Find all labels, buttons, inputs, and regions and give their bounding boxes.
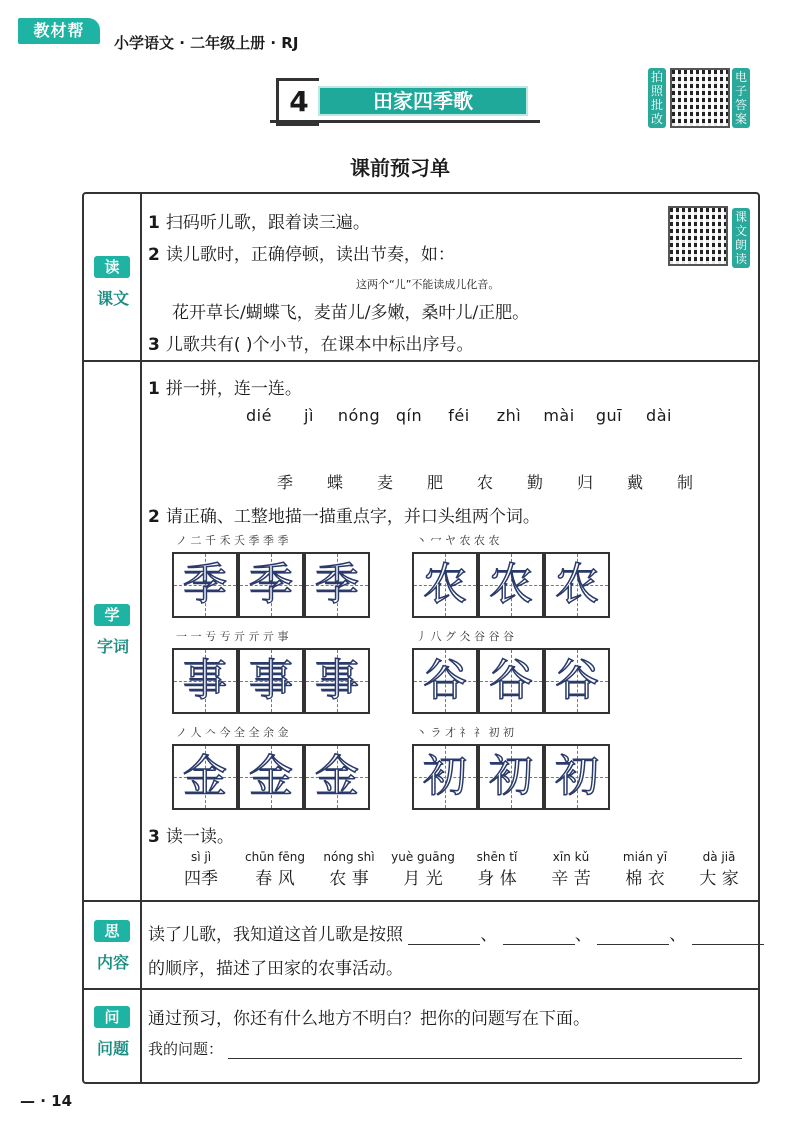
pinyin-item[interactable]: zhì: [496, 406, 522, 425]
item-number: 1: [148, 213, 160, 233]
ask-line-1: 通过预习，你还有什么地方不明白？把你的问题写在下面。: [148, 1009, 590, 1029]
tracing-grid[interactable]: [304, 744, 370, 810]
stroke-order: 丶 ラ 才 礻 礻 初 初: [416, 726, 514, 739]
stroke-order: ノ 二 千 禾 夭 季 季 季: [176, 534, 289, 547]
answer-blank[interactable]: [503, 928, 575, 945]
stroke-order: 一 一 亐 亐 亓 亓 亓 事: [176, 630, 289, 643]
tracing-grid[interactable]: [544, 744, 610, 810]
word-hanzi: 棉 衣: [625, 869, 665, 889]
character-item[interactable]: 农: [476, 473, 493, 492]
page-number: — · 14: [20, 1092, 73, 1110]
trace-character: 金: [249, 751, 293, 802]
learn-label: 字词: [96, 637, 129, 656]
tracing-grid[interactable]: [238, 744, 304, 810]
answer-blank[interactable]: [597, 928, 669, 945]
tracing-grid[interactable]: [544, 552, 610, 618]
book-title: 小学语文 · 二年级上册 · RJ: [114, 34, 299, 52]
think-line-2: 的顺序，描述了田家的农事活动。: [148, 959, 403, 979]
trace-character: 金: [183, 751, 227, 802]
character-item[interactable]: 戴: [626, 473, 643, 492]
trace-character: 季: [183, 559, 227, 610]
tracing-grid[interactable]: [238, 552, 304, 618]
reading-word: [462, 850, 532, 889]
trace-character: 初: [555, 751, 599, 802]
think-line-1: [148, 920, 764, 945]
word-pinyin: chūn fēng: [244, 850, 306, 864]
item-text: 扫码听儿歌，跟着读三遍。: [165, 213, 370, 233]
pinyin-item[interactable]: qín: [395, 406, 423, 425]
tracing-grid[interactable]: [304, 552, 370, 618]
item-number: 2: [148, 245, 160, 265]
answer-blank[interactable]: [408, 928, 480, 945]
brand-logo: 教材帮: [18, 18, 100, 44]
trace-character: 农: [555, 559, 599, 610]
read-badge: 读: [94, 256, 130, 278]
pause-example: 花开草长/蝴蝶飞，麦苗儿/多嫩，桑叶儿/正肥。: [172, 303, 530, 323]
lesson-underline: [270, 120, 540, 123]
item-number: 3: [148, 827, 160, 847]
item-number: 1: [148, 379, 160, 399]
sheet-title: 课前预习单: [350, 156, 450, 180]
pinyin-row: [234, 406, 684, 425]
word-pinyin: shēn tǐ: [476, 850, 518, 864]
read-item-3: [148, 330, 474, 355]
reading-word: [240, 850, 310, 889]
item-text: 拼一拼，连一连。: [165, 379, 302, 399]
character-item[interactable]: 蝶: [326, 473, 343, 492]
recitation-qr-icon[interactable]: [668, 206, 728, 266]
character-row: [260, 470, 710, 493]
stroke-order: 丿 八 グ 仌 谷 谷 谷: [416, 630, 514, 643]
learn-q1: [148, 374, 302, 399]
think-badge: 思: [94, 920, 130, 942]
pinyin-item[interactable]: féi: [448, 406, 470, 425]
word-hanzi: 身 体: [477, 869, 517, 889]
word-hanzi: 四季: [184, 869, 218, 889]
pinyin-item[interactable]: jì: [304, 406, 314, 425]
read-item-1: [148, 208, 370, 233]
section-divider: [84, 988, 758, 990]
ask-badge: 问: [94, 1006, 130, 1028]
pinyin-item[interactable]: dài: [646, 406, 672, 425]
trace-character: 事: [183, 655, 227, 706]
item-text: 读儿歌时，正确停顿，读出节奏，如：: [165, 245, 455, 265]
read-item-2: [148, 240, 455, 265]
tracing-grid[interactable]: [478, 744, 544, 810]
erhua-note: 这两个“儿”不能读成儿化音。: [356, 278, 500, 291]
section-divider: [84, 360, 758, 362]
item-number: 3: [148, 335, 160, 355]
qr-label-right: 电子答案: [732, 68, 750, 128]
word-pinyin: yuè guāng: [391, 850, 455, 864]
qr-label-left: 拍照批改: [648, 68, 666, 128]
learn-badge: 学: [94, 604, 130, 626]
word-pinyin: mián yī: [622, 850, 668, 864]
question-prompt: 我的问题：: [148, 1040, 224, 1058]
character-item[interactable]: 肥: [426, 473, 443, 492]
tracing-grid[interactable]: [412, 552, 478, 618]
item-text: 请正确、工整地描一描重点字，并口头组两个词。: [165, 507, 540, 527]
pinyin-item[interactable]: guī: [595, 406, 623, 425]
label-column-divider: [140, 194, 142, 1082]
tracing-grid[interactable]: [304, 648, 370, 714]
character-item[interactable]: 季: [276, 473, 293, 492]
trace-character: 谷: [423, 655, 467, 706]
word-pinyin: xīn kǔ: [552, 850, 590, 864]
pinyin-item[interactable]: mài: [543, 406, 575, 425]
learn-q2: [148, 502, 540, 527]
character-item[interactable]: 勤: [526, 473, 543, 492]
item-text: 儿歌共有( )个小节，在课本中标出序号。: [165, 335, 474, 355]
reading-word: [388, 850, 458, 889]
lesson-number: 4: [276, 78, 319, 126]
trace-character: 事: [249, 655, 293, 706]
lesson-title: 田家四季歌: [318, 86, 528, 116]
trace-character: 初: [489, 751, 533, 802]
learn-q3: [148, 822, 234, 847]
separator: 、: [574, 925, 592, 945]
tracing-grid[interactable]: [172, 552, 238, 618]
word-hanzi: 农 事: [329, 869, 369, 889]
pinyin-item[interactable]: dié: [246, 406, 272, 425]
reading-word: [536, 850, 606, 889]
trace-character: 季: [249, 559, 293, 610]
tracing-grid[interactable]: [172, 648, 238, 714]
think-text: 读了儿歌，我知道这首儿歌是按照: [148, 925, 403, 945]
word-pinyin: sì jì: [190, 850, 212, 864]
character-item[interactable]: 麦: [376, 473, 393, 492]
stroke-order: 丶 冖 ヤ 农 农 农: [416, 534, 500, 547]
word-pinyin: nóng shì: [323, 850, 375, 864]
item-number: 2: [148, 507, 160, 527]
reading-word: [314, 850, 384, 889]
recitation-qr-label: 课文朗读: [732, 208, 750, 268]
trace-character: 事: [315, 655, 359, 706]
think-label: 内容: [96, 953, 129, 972]
word-pinyin: dà jiā: [702, 850, 736, 864]
separator: 、: [669, 925, 687, 945]
trace-character: 农: [489, 559, 533, 610]
tracing-grid[interactable]: [544, 648, 610, 714]
separator: 、: [480, 925, 498, 945]
worksheet-frame: [82, 192, 760, 1084]
pinyin-item[interactable]: nóng: [337, 406, 381, 425]
qr-code-icon[interactable]: [670, 68, 730, 128]
ask-label: 问题: [96, 1039, 129, 1058]
tracing-grid[interactable]: [478, 648, 544, 714]
stroke-order: ノ 人 𠆢 今 全 全 余 金: [176, 726, 289, 739]
word-hanzi: 辛 苦: [551, 869, 591, 889]
tracing-grid[interactable]: [478, 552, 544, 618]
trace-character: 谷: [555, 655, 599, 706]
word-hanzi: 春 风: [255, 869, 295, 889]
reading-word: [684, 850, 754, 889]
word-hanzi: 月 光: [403, 869, 443, 889]
trace-character: 金: [315, 751, 359, 802]
reading-word: [610, 850, 680, 889]
trace-character: 初: [423, 751, 467, 802]
section-divider: [84, 900, 758, 902]
ask-line-2: [148, 1038, 742, 1059]
tracing-grid[interactable]: [238, 648, 304, 714]
word-hanzi: 大 家: [699, 869, 739, 889]
trace-character: 农: [423, 559, 467, 610]
character-item[interactable]: 制: [676, 473, 693, 492]
tracing-grid[interactable]: [412, 744, 478, 810]
answer-blank[interactable]: [692, 928, 764, 945]
trace-character: 谷: [489, 655, 533, 706]
read-label: 课文: [96, 289, 129, 308]
question-answer-line[interactable]: [228, 1042, 742, 1059]
tracing-grid[interactable]: [172, 744, 238, 810]
reading-word: [166, 850, 236, 889]
character-item[interactable]: 归: [576, 473, 593, 492]
item-text: 读一读。: [165, 827, 234, 847]
tracing-grid[interactable]: [412, 648, 478, 714]
trace-character: 季: [315, 559, 359, 610]
